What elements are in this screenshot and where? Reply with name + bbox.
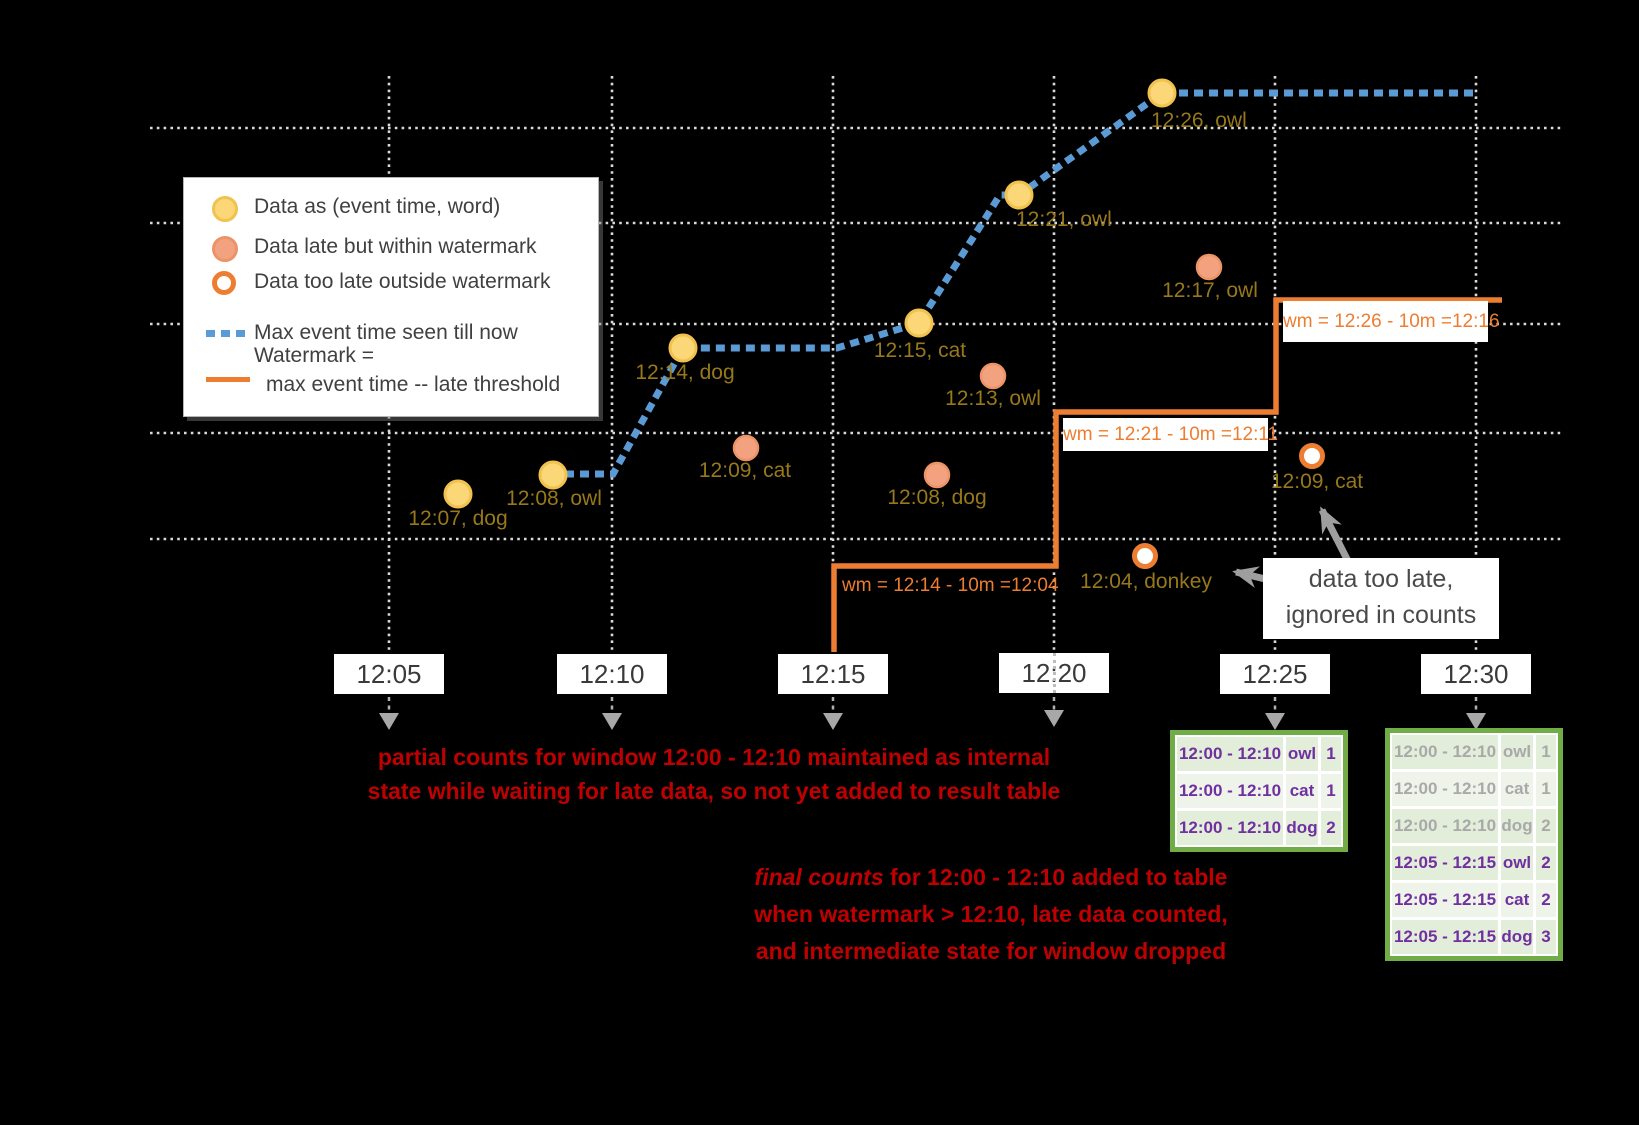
legend-label: Data too late outside watermark: [254, 270, 551, 293]
final-counts-note: [754, 859, 1228, 970]
point-label: 12:13, owl: [945, 387, 1041, 410]
too-late-callout: [1263, 558, 1499, 639]
point-label: 12:09, cat: [698, 459, 792, 482]
word-cell: cat: [1501, 772, 1533, 806]
gridline-overlay: [1053, 653, 1056, 693]
late-point-icon: [212, 236, 238, 262]
window-cell: 12:00 - 12:10: [1392, 809, 1498, 843]
legend-label: Data late but within watermark: [254, 235, 537, 258]
partial-counts-note: [368, 740, 1061, 808]
point-label: 12:15, cat: [873, 339, 967, 362]
result-table-1225: [1170, 730, 1348, 852]
window-cell: 12:05 - 12:15: [1392, 920, 1498, 954]
point-label: 12:21, owl: [1016, 208, 1112, 231]
toolate-point-icon: [212, 271, 236, 295]
tick-label-1225: 12:25: [1220, 654, 1330, 694]
callout-line1: data too late,: [1308, 565, 1454, 593]
count-cell: 2: [1536, 883, 1556, 917]
watermark-value-label: wm = 12:26 - 10m =12:16: [1283, 301, 1488, 342]
window-cell: 12:05 - 12:15: [1392, 846, 1498, 880]
point-label: 12:08, owl: [506, 487, 602, 510]
tick-label-1220: 12:20: [999, 653, 1109, 693]
count-cell: 3: [1536, 920, 1556, 954]
partial-counts-line1: partial counts for window 12:00 - 12:10 maintained as internal: [377, 744, 1051, 770]
point-label: 12:08, dog: [887, 486, 987, 509]
arrowheads: [379, 710, 1486, 730]
final-counts-emphasis: final counts: [754, 864, 884, 890]
late-points: [734, 255, 1221, 487]
legend-label: Max event time seen till now: [254, 321, 518, 344]
count-cell: 2: [1536, 809, 1556, 843]
legend: [183, 177, 599, 417]
tick-label-1230: 12:30: [1421, 654, 1531, 694]
word-cell: dog: [1501, 809, 1533, 843]
ontime-point-icon: [212, 196, 238, 222]
window-cell: 12:00 - 12:10: [1392, 735, 1498, 769]
count-cell: 1: [1321, 737, 1341, 771]
word-cell: dog: [1286, 811, 1318, 845]
result-table-1230: [1385, 728, 1563, 961]
final-counts-line3: and intermediate state for window dropped: [755, 938, 1227, 964]
word-cell: cat: [1501, 883, 1533, 917]
point-label: 12:04, donkey: [1080, 570, 1212, 593]
final-counts-line1: for 12:00 - 12:10 added to table: [883, 864, 1228, 890]
window-cell: 12:00 - 12:10: [1177, 774, 1283, 808]
point-label: 12:26, owl: [1151, 109, 1247, 132]
toolate-points: [1135, 446, 1323, 567]
tick-label-1215: 12:15: [778, 654, 888, 694]
watermark-value-label: wm = 12:14 - 10m =12:04: [842, 575, 1059, 596]
point-label: 12:14, dog: [635, 361, 735, 384]
count-cell: 1: [1536, 735, 1556, 769]
window-cell: 12:05 - 12:15: [1392, 883, 1498, 917]
point-label: 12:07, dog: [408, 507, 508, 530]
count-cell: 2: [1536, 846, 1556, 880]
legend-label: Data as (event time, word): [254, 195, 501, 218]
tick-label-1205: 12:05: [334, 654, 444, 694]
word-cell: dog: [1501, 920, 1533, 954]
count-cell: 2: [1321, 811, 1341, 845]
point-label: 12:09, cat: [1270, 470, 1364, 493]
word-cell: cat: [1286, 774, 1318, 808]
max-event-time-line-icon: [206, 330, 250, 337]
max-event-time-line: [565, 93, 1478, 474]
legend-label: Watermark =: [254, 344, 374, 367]
word-cell: owl: [1286, 737, 1318, 771]
window-cell: 12:00 - 12:10: [1392, 772, 1498, 806]
legend-label-line2: max event time -- late threshold: [266, 373, 561, 396]
tick-arrows: [379, 697, 1486, 730]
callout-line2: ignored in counts: [1285, 601, 1477, 629]
partial-counts-line2: state while waiting for late data, so not yet added to result table: [367, 778, 1061, 804]
window-cell: 12:00 - 12:10: [1177, 737, 1283, 771]
watermark-line-icon: [206, 377, 250, 382]
count-cell: 1: [1536, 772, 1556, 806]
watermark-value-label: wm = 12:21 - 10m =12:11: [1063, 418, 1268, 451]
tick-label-1210: 12:10: [557, 654, 667, 694]
window-cell: 12:00 - 12:10: [1177, 811, 1283, 845]
point-label: 12:17, owl: [1162, 279, 1258, 302]
final-counts-line2: when watermark > 12:10, late data counted,: [754, 901, 1228, 927]
word-cell: owl: [1501, 846, 1533, 880]
word-cell: owl: [1501, 735, 1533, 769]
count-cell: 1: [1321, 774, 1341, 808]
